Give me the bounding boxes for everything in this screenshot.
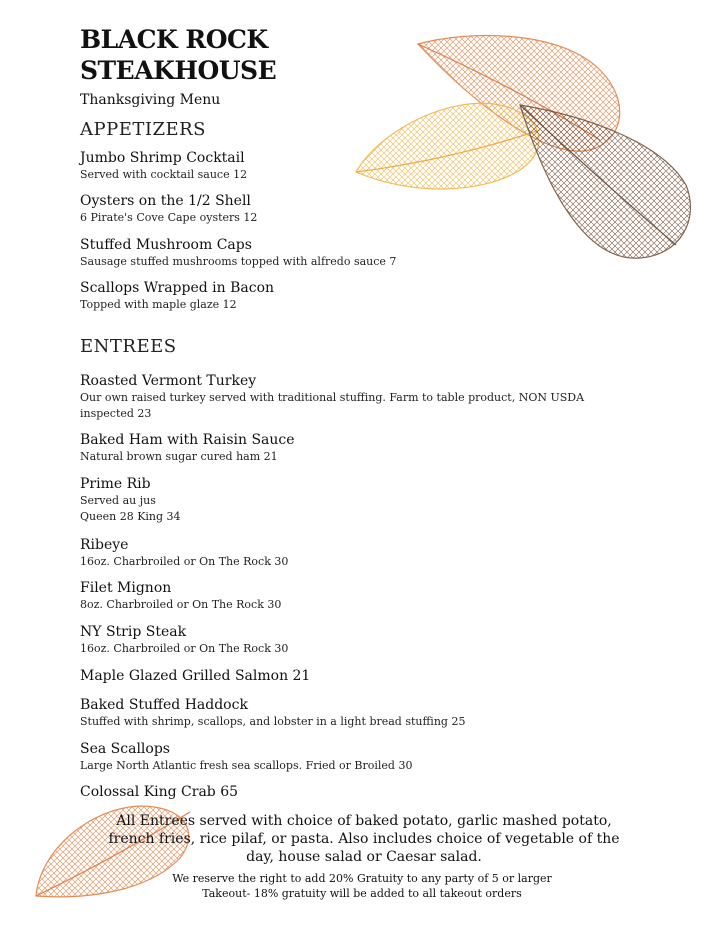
- item-description: Natural brown sugar cured ham 21: [80, 450, 278, 463]
- menu-item: [80, 431, 610, 465]
- gratuity-note: We reserve the right to add 20% Gratuity to any party of 5 or larger: [172, 872, 552, 885]
- item-description: Our own raised turkey served with traditional stuffing. Farm to table product, NON USDA inspected 23: [80, 391, 585, 420]
- menu-item: [80, 149, 610, 183]
- menu-item: [80, 192, 610, 226]
- item-name: Oysters on the 1/2 Shell: [80, 193, 251, 209]
- item-description: Stuffed with shrimp, scallops, and lobster in a light bread stuffing 25: [80, 715, 466, 728]
- item-name: Scallops Wrapped in Bacon: [80, 280, 275, 296]
- item-description: Served au jus: [80, 494, 156, 507]
- item-price-options: Queen 28 King 34: [80, 510, 181, 523]
- menu-item: [80, 667, 610, 685]
- menu-item: [80, 372, 610, 422]
- menu-item: [80, 783, 610, 801]
- item-name: Prime Rib: [80, 476, 151, 492]
- item-name: Roasted Vermont Turkey: [80, 373, 257, 389]
- item-name: Stuffed Mushroom Caps: [80, 237, 252, 253]
- item-description: 6 Pirate's Cove Cape oysters 12: [80, 211, 258, 224]
- restaurant-name-line2: STEAKHOUSE: [80, 56, 277, 85]
- restaurant-name-line1: BLACK ROCK: [80, 25, 268, 54]
- item-name: Baked Ham with Raisin Sauce: [80, 432, 295, 448]
- menu-item: [80, 696, 610, 730]
- item-description: Large North Atlantic fresh sea scallops. Fried or Broiled 30: [80, 759, 413, 772]
- item-description: 16oz. Charbroiled or On The Rock 30: [80, 555, 289, 568]
- takeout-note: Takeout- 18% gratuity will be added to all takeout orders: [202, 887, 522, 900]
- item-name: Maple Glazed Grilled Salmon 21: [80, 668, 311, 684]
- menu-item: [80, 236, 610, 270]
- item-name: Colossal King Crab 65: [80, 784, 239, 800]
- item-description: 16oz. Charbroiled or On The Rock 30: [80, 642, 289, 655]
- menu-item: [80, 623, 610, 657]
- item-description: Sausage stuffed mushrooms topped with alfredo sauce 7: [80, 255, 397, 268]
- item-description: Topped with maple glaze 12: [80, 298, 237, 311]
- item-name: NY Strip Steak: [80, 624, 187, 640]
- item-description: Served with cocktail sauce 12: [80, 168, 248, 181]
- restaurant-name: [80, 24, 276, 86]
- menu-item: [80, 740, 610, 774]
- item-description: 8oz. Charbroiled or On The Rock 30: [80, 598, 282, 611]
- menu-item: [80, 279, 610, 313]
- menu-title: Thanksgiving Menu: [80, 92, 221, 108]
- item-name: Filet Mignon: [80, 580, 172, 596]
- item-name: Sea Scallops: [80, 741, 170, 757]
- entree-sides-note: All Entrees served with choice of baked potato, garlic mashed potato, french fries, rice pilaf, or pasta. Also includes choice of vegetable of the day, house salad or Caesar salad.: [108, 813, 620, 865]
- menu-item: [80, 475, 610, 525]
- entrees-heading: ENTREES: [80, 336, 177, 357]
- menu-item: [80, 579, 610, 613]
- menu-item: [80, 536, 610, 570]
- item-name: Baked Stuffed Haddock: [80, 697, 248, 713]
- appetizers-heading: APPETIZERS: [80, 119, 207, 140]
- item-name: Jumbo Shrimp Cocktail: [80, 150, 245, 166]
- item-name: Ribeye: [80, 537, 129, 553]
